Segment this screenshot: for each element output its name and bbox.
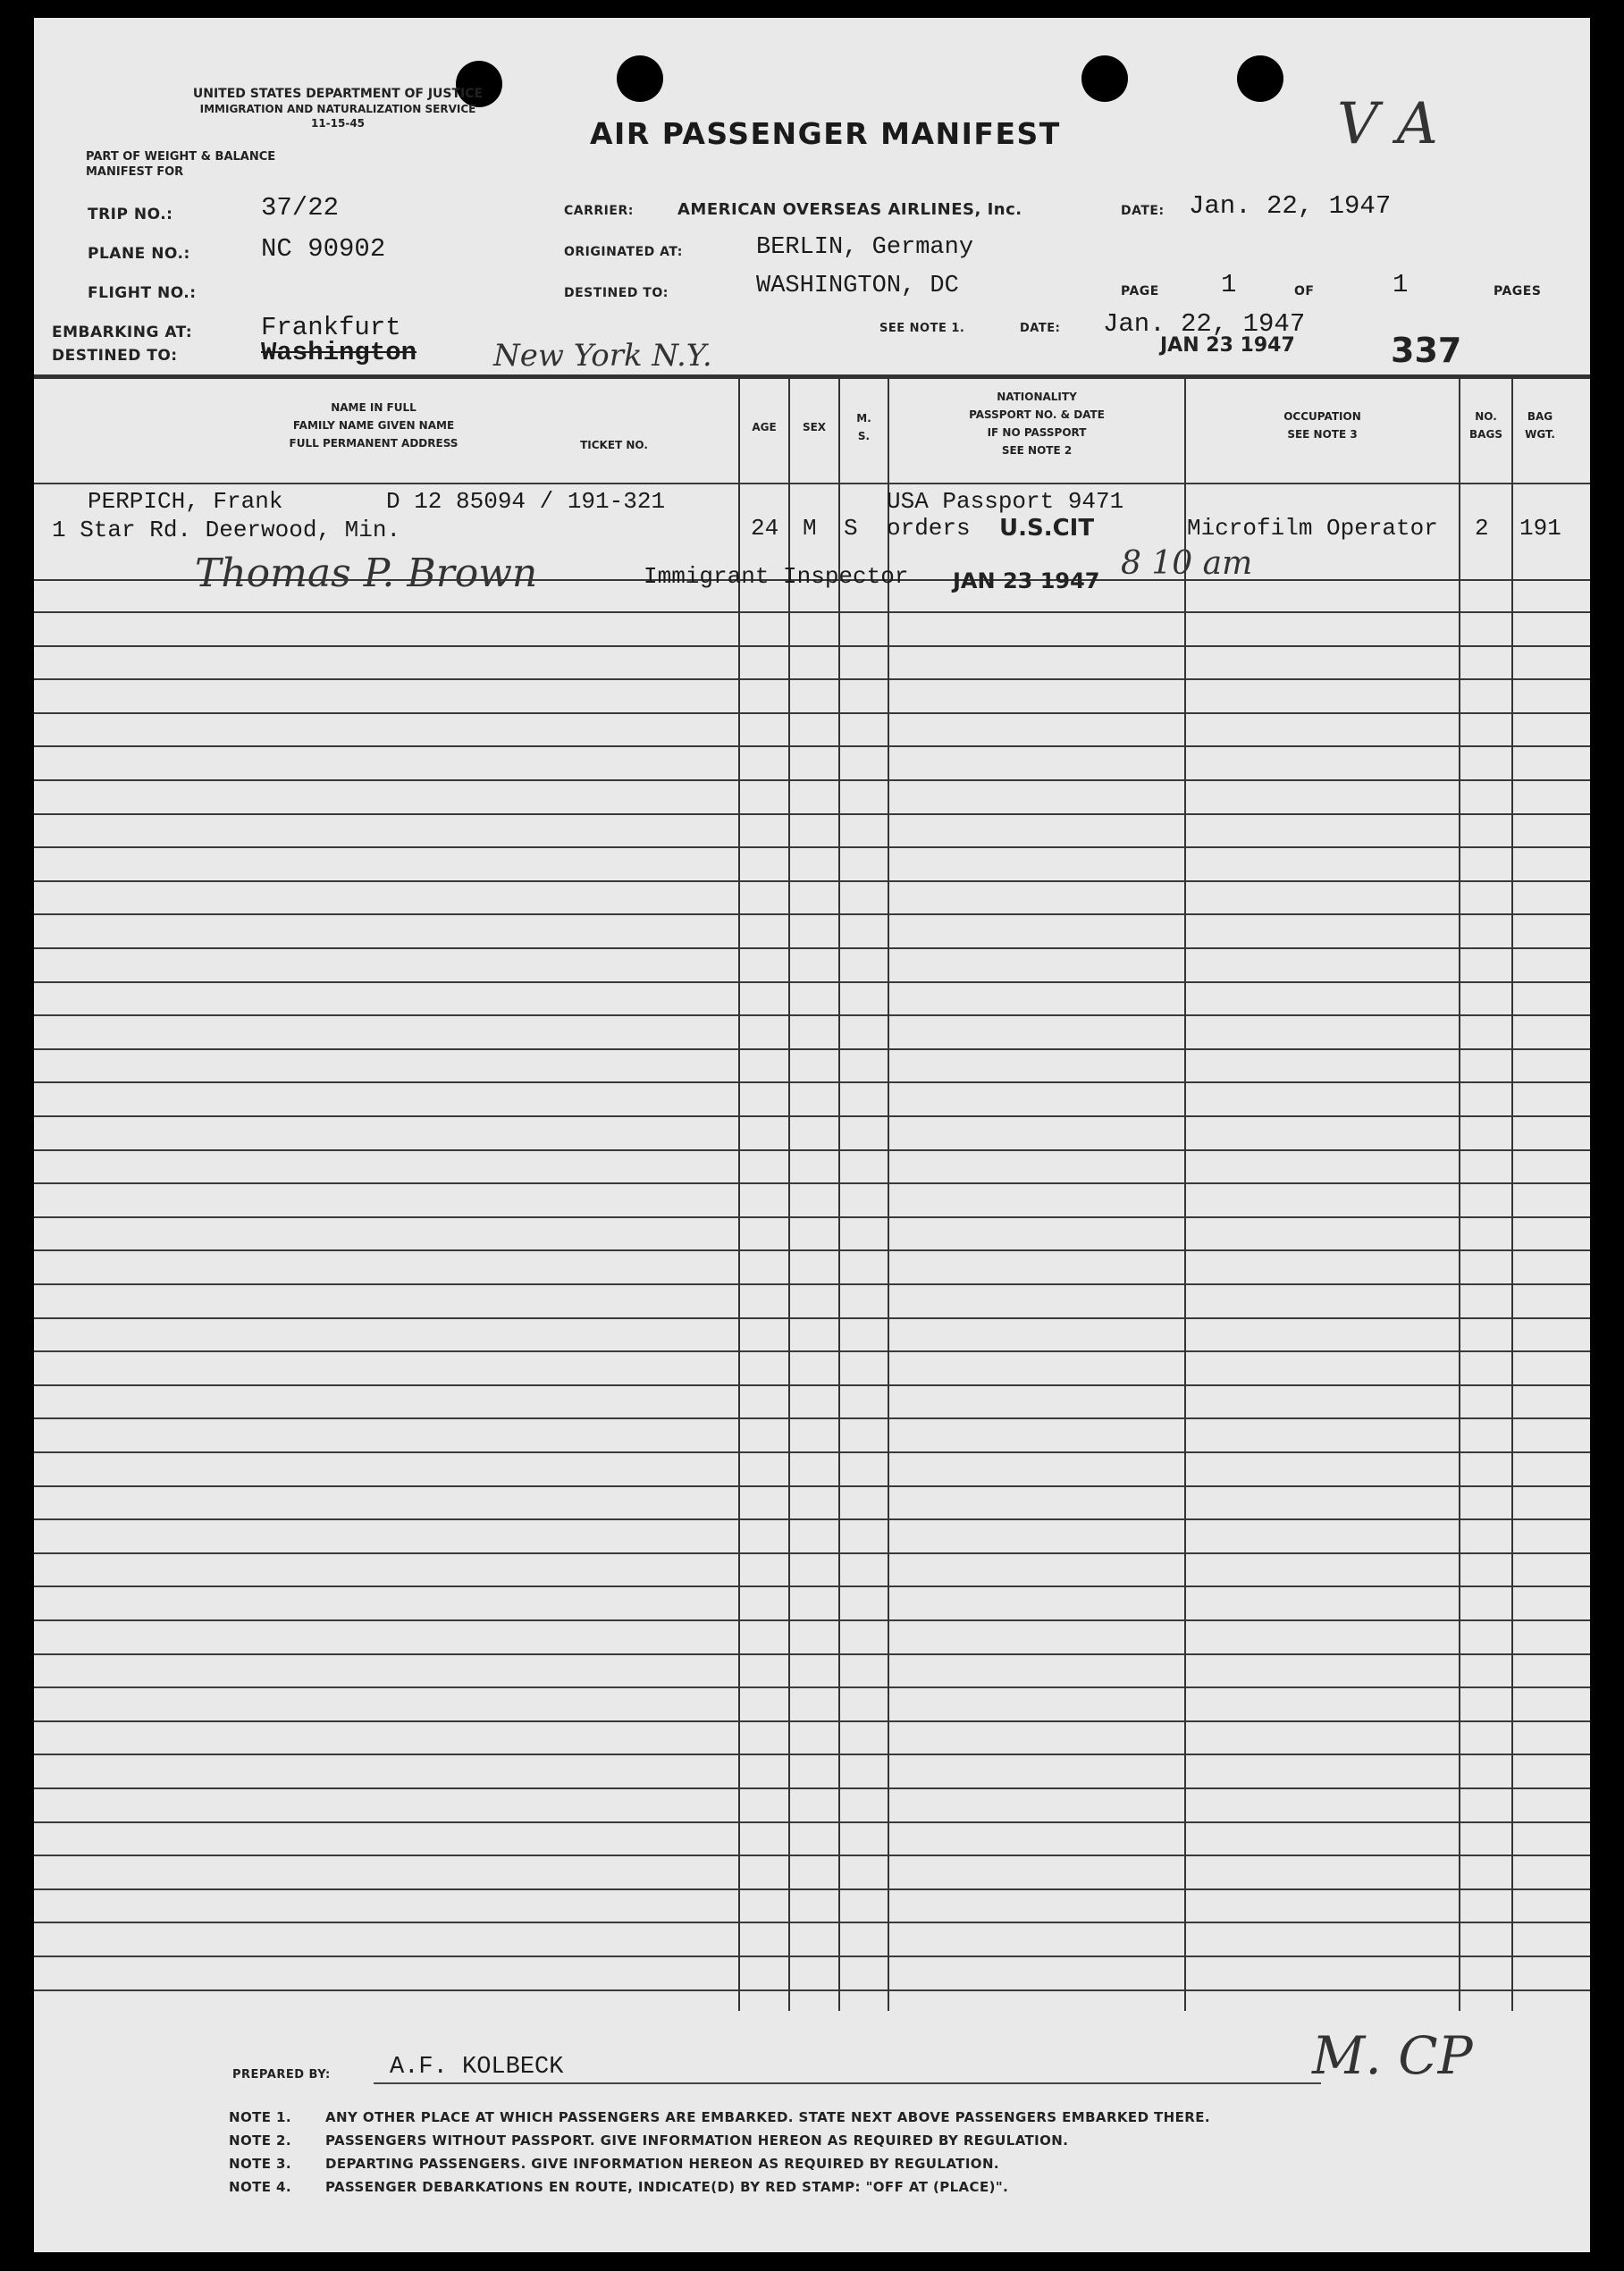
- handwritten-mark: V A: [1337, 91, 1438, 157]
- originated-value: BERLIN, Germany: [756, 234, 974, 261]
- row-rule: [34, 1518, 1590, 1520]
- trip-value: 37/22: [261, 193, 340, 223]
- col-divider: [888, 377, 889, 2011]
- passenger-passport-line1: USA Passport 9471: [887, 488, 1124, 515]
- part-of-line2: MANIFEST FOR: [86, 165, 184, 179]
- row-rule: [34, 1787, 1590, 1789]
- col-header-name: NAME IN FULL FAMILY NAME GIVEN NAME FULL PERMANENT ADDRESS: [289, 401, 459, 450]
- reviewer-initials: M. CP: [1312, 2025, 1473, 2086]
- row-rule: [34, 1619, 1590, 1621]
- row-rule: [34, 1686, 1590, 1688]
- embarking-label: EMBARKING AT:: [52, 324, 193, 341]
- embarking-value: Frankfurt: [261, 313, 401, 342]
- date-value: Jan. 22, 1947: [1189, 191, 1392, 221]
- col-header-ms: M. S.: [856, 412, 871, 442]
- plane-label: PLANE NO.:: [88, 245, 190, 263]
- row-rule: [34, 483, 1590, 484]
- passenger-sex: M: [803, 515, 817, 542]
- date2-value: Jan. 22, 1947: [1103, 309, 1306, 339]
- passenger-age: 24: [751, 515, 779, 542]
- page-label: PAGE: [1121, 284, 1159, 299]
- col-header-bagwt: BAG WGT.: [1525, 410, 1555, 441]
- passenger-passport-stamp: U.S.CIT: [999, 515, 1095, 542]
- passenger-name: PERPICH, Frank: [88, 488, 283, 515]
- row-rule: [34, 1653, 1590, 1655]
- note-3: NOTE 3. DEPARTING PASSENGERS. GIVE INFORMATION HEREON AS REQUIRED BY REGULATION.: [229, 2156, 999, 2172]
- row-rule: [34, 1081, 1590, 1083]
- prepared-label: PREPARED BY:: [232, 2068, 331, 2082]
- row-rule: [34, 1552, 1590, 1554]
- pages-label: PAGES: [1494, 284, 1542, 299]
- col-header-ticket: TICKET NO.: [580, 439, 648, 451]
- row-rule: [34, 1249, 1590, 1251]
- passenger-table: [34, 18, 1590, 2038]
- row-rule: [34, 846, 1590, 848]
- row-rule: [34, 1317, 1590, 1319]
- table-header-divider: [34, 377, 1590, 379]
- row-rule: [34, 1417, 1590, 1419]
- passenger-ms: S: [844, 515, 858, 542]
- row-rule: [34, 1283, 1590, 1285]
- of-value: 1: [1393, 270, 1409, 299]
- plane-value: NC 90902: [261, 234, 386, 264]
- inspector-label: Immigrant Inspector: [644, 563, 909, 590]
- prepared-underline: [374, 2082, 1321, 2084]
- row-rule: [34, 1754, 1590, 1755]
- row-rule: [34, 712, 1590, 714]
- part-of-line1: PART OF WEIGHT & BALANCE: [86, 150, 276, 164]
- originated-label: ORIGINATED AT:: [564, 245, 683, 259]
- inspector-signature: Thomas P. Brown: [195, 551, 538, 596]
- row-rule: [34, 947, 1590, 949]
- col-header-bags: NO. BAGS: [1469, 410, 1502, 441]
- flight-label: FLIGHT NO.:: [88, 284, 197, 302]
- date-label: DATE:: [1121, 204, 1165, 218]
- col-divider: [1459, 377, 1460, 2011]
- col-header-occupation: OCCUPATION SEE NOTE 3: [1283, 410, 1361, 441]
- row-rule: [34, 1350, 1590, 1352]
- agency-line2: IMMIGRATION AND NATURALIZATION SERVICE: [199, 103, 476, 115]
- row-rule: [34, 678, 1590, 680]
- row-rule: [34, 1014, 1590, 1016]
- row-rule: [34, 1720, 1590, 1722]
- carrier-value: AMERICAN OVERSEAS AIRLINES, Inc.: [677, 200, 1022, 219]
- row-rule: [34, 880, 1590, 882]
- carrier-label: CARRIER:: [564, 204, 634, 218]
- row-rule: [34, 645, 1590, 647]
- col-divider: [788, 377, 790, 2011]
- col-header-sex: SEX: [802, 421, 827, 433]
- row-rule: [34, 1989, 1590, 1991]
- row-rule: [34, 1888, 1590, 1890]
- row-rule: [34, 1485, 1590, 1487]
- row-rule: [34, 1384, 1590, 1386]
- manifest-sheet: [34, 18, 1590, 2252]
- date2-label: DATE:: [1020, 322, 1061, 335]
- row-rule: [34, 1585, 1590, 1587]
- note-4: NOTE 4. PASSENGER DEBARKATIONS EN ROUTE, INDICATE(D) BY RED STAMP: "OFF AT (PLACE)".: [229, 2179, 1009, 2195]
- stamp-number: 337: [1391, 331, 1462, 370]
- row-rule: [34, 1821, 1590, 1823]
- row-rule: [34, 813, 1590, 815]
- inspector-stamp: JAN 23 1947: [953, 568, 1100, 593]
- row-rule: [34, 1922, 1590, 1923]
- trip-label: TRIP NO.:: [88, 206, 173, 223]
- note-2: NOTE 2. PASSENGERS WITHOUT PASSPORT. GIVE INFORMATION HEREON AS REQUIRED BY REGULATION.: [229, 2132, 1069, 2149]
- page-title: AIR PASSENGER MANIFEST: [590, 116, 1061, 151]
- row-rule: [34, 779, 1590, 781]
- row-rule: [34, 1149, 1590, 1151]
- col-divider: [838, 377, 840, 2011]
- col-header-nationality: NATIONALITY PASSPORT NO. & DATE IF NO PASSPORT SEE NOTE 2: [969, 391, 1105, 457]
- row-rule: [34, 1451, 1590, 1453]
- row-rule: [34, 1216, 1590, 1218]
- row-rule: [34, 611, 1590, 613]
- note-1: NOTE 1. ANY OTHER PLACE AT WHICH PASSENGERS ARE EMBARKED. STATE NEXT ABOVE PASSENGERS EMBARKED THERE.: [229, 2109, 1210, 2125]
- row-rule: [34, 745, 1590, 747]
- date2-stamp: JAN 23 1947: [1160, 334, 1295, 357]
- passenger-bags: 2: [1475, 515, 1489, 542]
- of-label: OF: [1294, 284, 1315, 299]
- destined-to-value: Washington: [261, 338, 417, 367]
- destined-to-handwritten: New York N.Y.: [493, 338, 712, 374]
- destined-value: WASHINGTON, DC: [756, 273, 959, 299]
- destined-to-label: DESTINED TO:: [52, 347, 178, 365]
- passenger-passport-line2: orders: [887, 515, 971, 542]
- see-note-label: SEE NOTE 1.: [879, 322, 965, 335]
- passenger-occupation: Microfilm Operator: [1187, 515, 1438, 542]
- row-rule: [34, 1956, 1590, 1957]
- page-value: 1: [1221, 270, 1237, 299]
- col-divider: [738, 377, 740, 2011]
- row-rule: [34, 1048, 1590, 1050]
- col-divider: [1184, 377, 1186, 2011]
- row-rule: [34, 1182, 1590, 1184]
- inspector-time: 8 10 am: [1121, 545, 1253, 582]
- row-rule: [34, 913, 1590, 915]
- col-header-age: AGE: [752, 421, 777, 433]
- prepared-value: A.F. KOLBECK: [390, 2054, 564, 2081]
- row-rule: [34, 1115, 1590, 1117]
- form-date: 11-15-45: [310, 117, 366, 130]
- passenger-address: 1 Star Rd. Deerwood, Min.: [52, 517, 401, 543]
- col-divider: [1511, 377, 1513, 2011]
- destined-label: DESTINED TO:: [564, 286, 669, 300]
- passenger-ticket: D 12 85094 / 191-321: [386, 488, 666, 515]
- row-rule: [34, 1855, 1590, 1856]
- passenger-bag-weight: 191: [1519, 515, 1561, 542]
- agency-line1: UNITED STATES DEPARTMENT OF JUSTICE: [192, 87, 484, 101]
- row-rule: [34, 981, 1590, 983]
